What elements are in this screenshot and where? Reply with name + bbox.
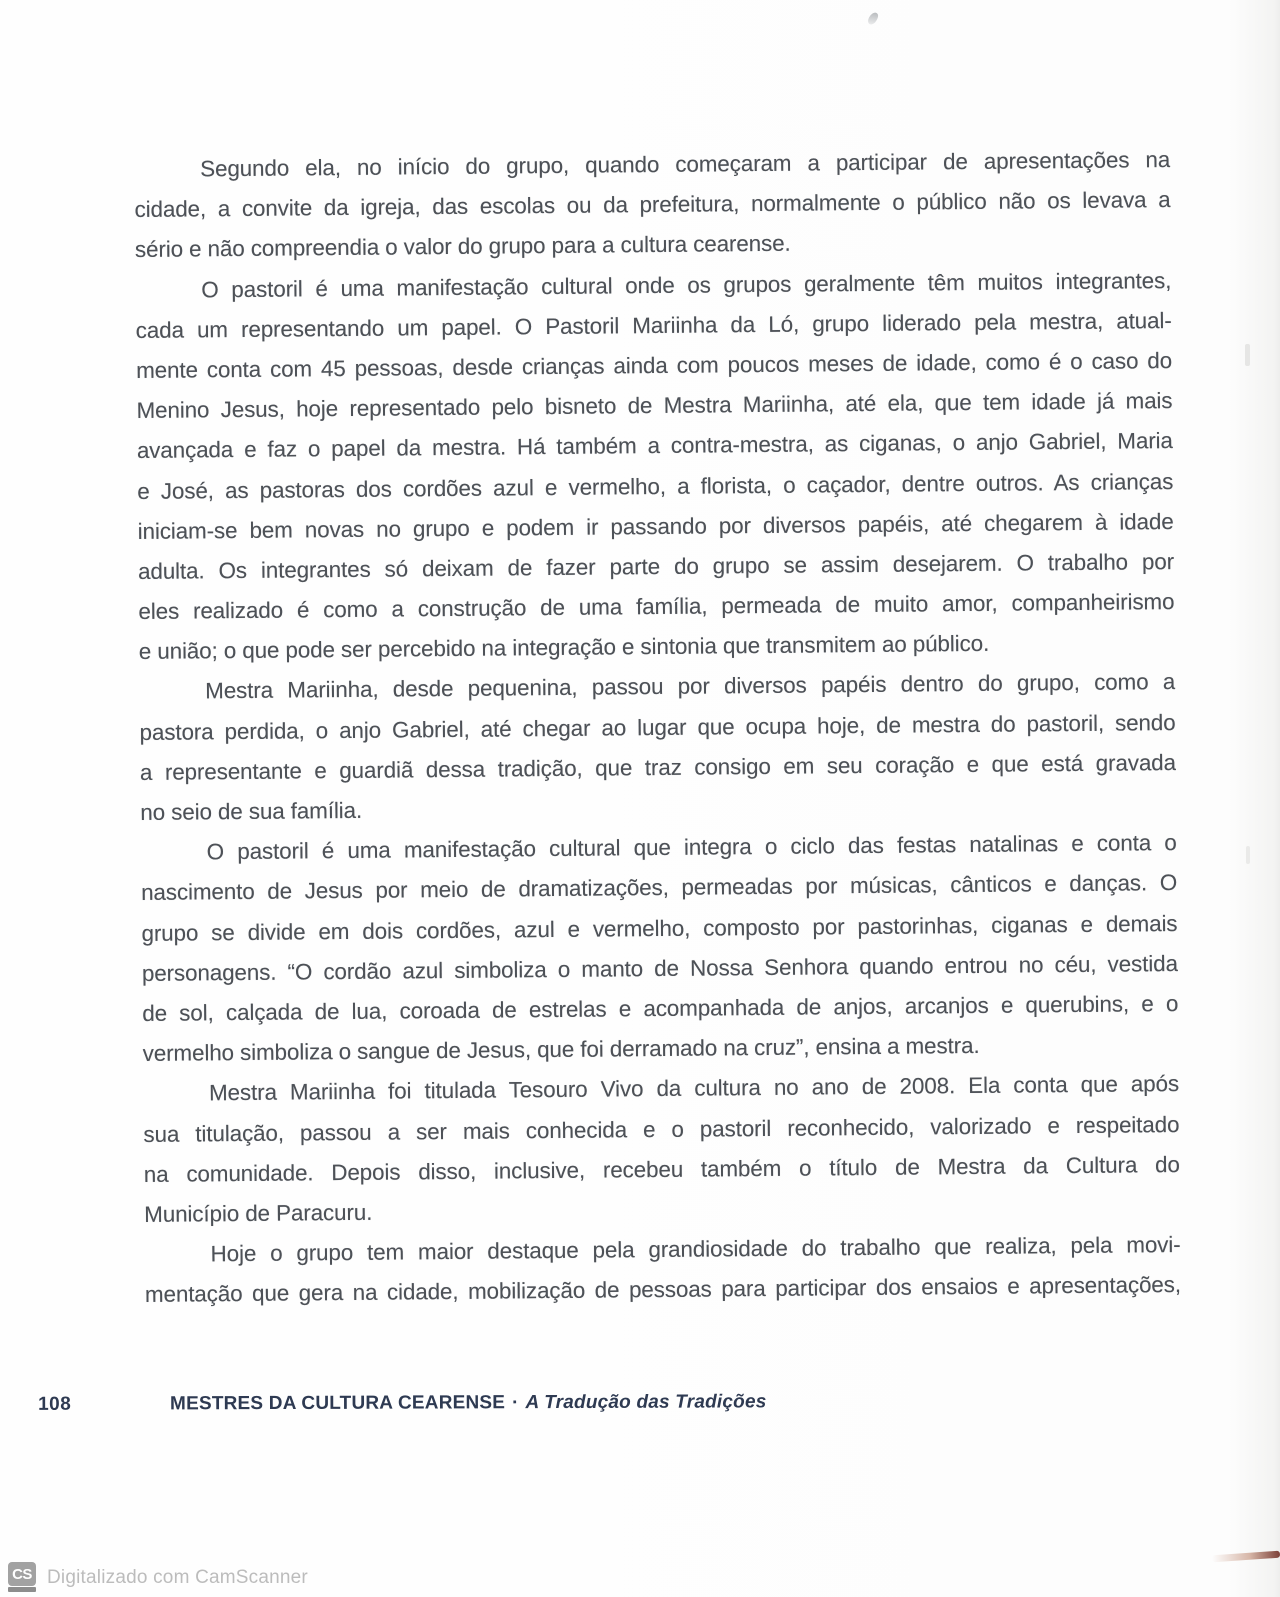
text-line: mentação que gera na cidade, mobilização de pessoas para participar dos ensaios e apresentações,: [144, 1272, 1182, 1308]
text-line: mente conta com 45 pessoas, desde crianças ainda com poucos meses de idade, como é o caso do: [135, 347, 1173, 383]
text-line: Mestra Mariinha foi titulada Tesouro Vivo da cultura no ano de 2008. Ela conta que após: [208, 1071, 1180, 1106]
camscanner-watermark: [8, 1562, 308, 1593]
text-line: adulta. Os integrantes só deixam de fazer parte do grupo se assim desejarem. O trabalho por: [137, 548, 1175, 584]
text-line: iniciam-se bem novas no grupo e podem ir passando por diversos papéis, até chegarem à idade: [137, 508, 1174, 544]
text-line: a representante e guardiã dessa tradição, que traz consigo em seu coração e que está gravada: [139, 749, 1177, 785]
camscanner-badge-base: [8, 1587, 36, 1592]
text-line: grupo se divide em dois cordões, azul e vermelho, composto por pastorinhas, ciganas e demais: [141, 910, 1178, 946]
body-text: [134, 140, 1181, 1315]
text-line: e união; o que pode ser percebido na integração e sintonia que transmitem ao público.: [138, 631, 990, 665]
text-line: no seio de sua família.: [140, 797, 363, 825]
text-line: vermelho simboliza o sangue de Jesus, que foi derramado na cruz”, ensina a mestra.: [142, 1033, 980, 1067]
text-line: na comunidade. Depois disso, inclusive, recebeu também o título de Mestra da Cultura do: [143, 1151, 1180, 1187]
text-line: de sol, calçada de lua, coroada de estrelas e acompanhada de anjos, arcanjos e querubins, e o: [142, 990, 1179, 1026]
camscanner-badge-label: CS: [8, 1562, 36, 1586]
text-line: O pastoril é uma manifestação cultural que integra o ciclo das festas natalinas e conta o: [206, 830, 1177, 865]
text-line: Hoje o grupo tem maior destaque pela grandiosidade do trabalho que realiza, pela movi-: [210, 1232, 1181, 1267]
book-title: MESTRES DA CULTURA CEARENSE: [170, 1392, 506, 1415]
watermark-text: Digitalizado com CamScanner: [47, 1566, 308, 1588]
text-line: sua titulação, passou a ser mais conhecida e o pastoril reconhecido, valorizado e respeitado: [143, 1111, 1180, 1147]
text-line: Mestra Mariinha, desde pequenina, passou por diversos papéis dentro do grupo, como a: [205, 669, 1176, 704]
text-line: personagens. “O cordão azul simboliza o manto de Nossa Senhora quando entrou no céu, vestida: [141, 950, 1178, 986]
scan-artifact-corner-streak: [1212, 1551, 1280, 1563]
text-line: Município de Paracuru.: [144, 1199, 373, 1227]
footer-separator: ·: [512, 1392, 519, 1414]
text-line: cidade, a convite da igreja, das escolas ou da prefeitura, normalmente o público não os levava a: [134, 187, 1171, 223]
running-footer: [170, 1391, 766, 1415]
text-line: nascimento de Jesus por meio de dramatizações, permeadas por músicas, cânticos e danças. O: [141, 870, 1178, 906]
camscanner-logo-icon: [8, 1562, 36, 1593]
text-line: avançada e faz o papel da mestra. Há também a contra-mestra, as ciganas, o anjo Gabriel, Maria: [136, 428, 1173, 464]
page-number: 108: [38, 1393, 72, 1415]
page-footer: [0, 1388, 1280, 1422]
scan-artifact-speck: [866, 11, 879, 26]
text-line: O pastoril é uma manifestação cultural onde os grupos geralmente têm muitos integrantes,: [201, 267, 1172, 302]
text-line: eles realizado é como a construção de uma família, permeada de muito amor, companheirismo: [138, 589, 1175, 625]
scan-artifact-edge-mark: [1246, 846, 1250, 864]
text-line: cada um representando um papel. O Pastoril Mariinha da Ló, grupo liderado pela mestra, atual-: [135, 307, 1172, 343]
text-line: Menino Jesus, hoje representado pelo bisneto de Mestra Mariinha, até ela, que tem idade já mais: [136, 388, 1173, 424]
text-line: sério e não compreendia o valor do grupo para a cultura cearense.: [134, 231, 791, 263]
text-line: e José, as pastoras dos cordões azul e vermelho, a florista, o caçador, dentre outros. As crianças: [137, 468, 1174, 504]
text-line: pastora perdida, o anjo Gabriel, até chegar ao lugar que ocupa hoje, de mestra do pastoril, sendo: [139, 709, 1176, 745]
book-subtitle: A Tradução das Tradições: [525, 1391, 767, 1414]
text-line: Segundo ela, no início do grupo, quando começaram a participar de apresentações na: [200, 147, 1171, 182]
scan-artifact-edge-mark: [1245, 344, 1250, 366]
